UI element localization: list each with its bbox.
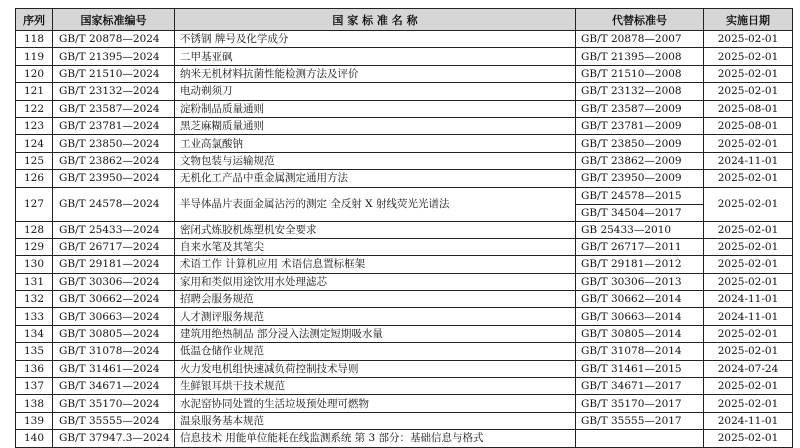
- replaced-standard-number: GB/T 31078—2014: [581, 345, 682, 358]
- replaced-standard-number: GB/T 35170—2017: [581, 397, 682, 410]
- row-seq: 123: [16, 117, 53, 134]
- table-row: [16, 31, 793, 48]
- row-replaced-standard: [576, 360, 704, 377]
- replaced-standard-number: GB/T 20878—2007: [581, 33, 682, 46]
- row-standard-name: 无机化工产品中重金属测定通用方法: [175, 170, 576, 187]
- table-row: [16, 412, 793, 429]
- table-row: [16, 83, 793, 100]
- row-standard-number: GB/T 29181—2024: [53, 256, 175, 273]
- table-row: [16, 152, 793, 169]
- row-implementation-date: 2024-11-01: [704, 308, 793, 325]
- row-standard-number: GB/T 23850—2024: [53, 135, 175, 152]
- table-row: [16, 308, 793, 325]
- header-replaced-standard: 代替标准号: [576, 9, 704, 31]
- row-implementation-date: 2025-02-01: [704, 83, 793, 100]
- replaced-standard-number: GB/T 23950—2009: [581, 172, 682, 185]
- row-seq: 137: [16, 378, 53, 395]
- replaced-standard-number: GB/T 21510—2008: [581, 67, 682, 80]
- row-replaced-standard: [576, 83, 704, 100]
- row-replaced-standard: [576, 325, 704, 342]
- replaced-standard-number: GB/T 34504—2017: [581, 206, 682, 219]
- row-standard-number: GB/T 34671—2024: [53, 378, 175, 395]
- row-seq: 131: [16, 273, 53, 290]
- table-row: [16, 48, 793, 65]
- row-seq: 130: [16, 256, 53, 273]
- row-standard-name: 工业高氯酸钠: [175, 135, 576, 152]
- row-seq: 128: [16, 221, 53, 238]
- row-standard-number: GB/T 35170—2024: [53, 395, 175, 412]
- row-seq: 136: [16, 360, 53, 377]
- row-implementation-date: 2024-11-01: [704, 152, 793, 169]
- row-standard-name: 低温仓储作业规范: [175, 343, 576, 360]
- row-standard-number: GB/T 30663—2024: [53, 308, 175, 325]
- row-implementation-date: 2024-11-01: [704, 412, 793, 429]
- row-seq: 125: [16, 152, 53, 169]
- row-standard-number: GB/T 21510—2024: [53, 65, 175, 82]
- row-implementation-date: 2025-02-01: [704, 135, 793, 152]
- row-standard-name: 人才测评服务规范: [175, 308, 576, 325]
- row-seq: 132: [16, 291, 53, 308]
- row-implementation-date: 2025-02-01: [704, 395, 793, 412]
- row-replaced-standard: [576, 430, 704, 447]
- row-implementation-date: 2025-02-01: [704, 170, 793, 187]
- row-seq: 118: [16, 31, 53, 48]
- row-replaced-standard: [576, 187, 704, 221]
- row-implementation-date: 2025-02-01: [704, 430, 793, 447]
- replaced-standard-number: GB/T 23862—2009: [581, 154, 682, 167]
- row-seq: 121: [16, 83, 53, 100]
- row-implementation-date: 2025-08-01: [704, 117, 793, 134]
- replaced-standard-number: GB 25433—2010: [581, 223, 672, 236]
- row-standard-name: 淀粉制品质量通则: [175, 100, 576, 117]
- standards-table-container: [15, 8, 792, 445]
- row-standard-name: 纳米无机材料抗菌性能检测方法及评价: [175, 65, 576, 82]
- row-implementation-date: 2025-02-01: [704, 65, 793, 82]
- row-standard-number: GB/T 23132—2024: [53, 83, 175, 100]
- row-seq: 129: [16, 238, 53, 255]
- row-implementation-date: 2025-02-01: [704, 31, 793, 48]
- row-standard-name: 建筑用绝热制品 部分浸入法测定短期吸水量: [175, 325, 576, 342]
- table-row: [16, 65, 793, 82]
- header-standard-name: 国 家 标 准 名 称: [175, 9, 576, 31]
- row-standard-name: 二甲基亚砜: [175, 48, 576, 65]
- replaced-standard-number: GB/T 23132—2008: [581, 85, 682, 98]
- table-row: [16, 238, 793, 255]
- row-implementation-date: 2025-08-01: [704, 100, 793, 117]
- row-implementation-date: 2025-02-01: [704, 221, 793, 238]
- table-row: [16, 378, 793, 395]
- replaced-standard-number: GB/T 30306—2013: [581, 275, 682, 288]
- row-seq: 120: [16, 65, 53, 82]
- table-row: [16, 291, 793, 308]
- replaced-standard-number: GB/T 31461—2015: [581, 362, 682, 375]
- row-standard-number: GB/T 23950—2024: [53, 170, 175, 187]
- row-standard-name: 文物包装与运输规范: [175, 152, 576, 169]
- replaced-standard-number: GB/T 30662—2014: [581, 293, 682, 306]
- table-row: [16, 430, 793, 447]
- table-row: [16, 395, 793, 412]
- row-replaced-standard: [576, 256, 704, 273]
- row-seq: 134: [16, 325, 53, 342]
- row-standard-name: 招聘会服务规范: [175, 291, 576, 308]
- table-row: [16, 187, 793, 221]
- replaced-standard-number: GB/T 26717—2011: [581, 241, 682, 254]
- row-standard-number: GB/T 23862—2024: [53, 152, 175, 169]
- table-row: [16, 117, 793, 134]
- row-implementation-date: 2024-07-24: [704, 360, 793, 377]
- row-standard-number: GB/T 31078—2024: [53, 343, 175, 360]
- row-seq: 126: [16, 170, 53, 187]
- replaced-standard-number: GB/T 23587—2009: [581, 102, 682, 115]
- row-replaced-standard: [576, 412, 704, 429]
- row-standard-name: 密闭式炼胶机炼塑机安全要求: [175, 221, 576, 238]
- row-standard-name: 不锈钢 牌号及化学成分: [175, 31, 576, 48]
- table-row: [16, 135, 793, 152]
- row-seq: 138: [16, 395, 53, 412]
- table-header-row: [16, 9, 793, 31]
- row-implementation-date: 2025-02-01: [704, 325, 793, 342]
- row-standard-number: GB/T 30662—2024: [53, 291, 175, 308]
- row-replaced-standard: [576, 343, 704, 360]
- header-standard-number: 国家标准编号: [53, 9, 175, 31]
- row-standard-number: GB/T 26717—2024: [53, 238, 175, 255]
- row-seq: 139: [16, 412, 53, 429]
- row-standard-number: GB/T 23781—2024: [53, 117, 175, 134]
- row-replaced-standard: [576, 135, 704, 152]
- row-standard-name: 温泉服务基本规范: [175, 412, 576, 429]
- table-row: [16, 273, 793, 290]
- table-row: [16, 325, 793, 342]
- table-body: [16, 31, 793, 448]
- row-implementation-date: 2025-02-01: [704, 48, 793, 65]
- replaced-standard-number: GB/T 29181—2012: [581, 258, 682, 271]
- table-row: [16, 360, 793, 377]
- row-replaced-standard: [576, 170, 704, 187]
- row-replaced-standard: [576, 395, 704, 412]
- header-seq: 序列: [16, 9, 53, 31]
- row-seq: 140: [16, 430, 53, 447]
- table-row: [16, 100, 793, 117]
- row-seq: 135: [16, 343, 53, 360]
- row-implementation-date: 2024-11-01: [704, 291, 793, 308]
- replaced-standard-number: GB/T 30805—2014: [581, 328, 682, 341]
- row-standard-name: 自来水笔及其笔尖: [175, 238, 576, 255]
- row-implementation-date: 2025-02-01: [704, 378, 793, 395]
- row-seq: 127: [16, 187, 53, 221]
- row-implementation-date: 2025-02-01: [704, 273, 793, 290]
- row-replaced-standard: [576, 221, 704, 238]
- row-replaced-standard: [576, 48, 704, 65]
- row-replaced-standard: [576, 65, 704, 82]
- row-standard-number: GB/T 31461—2024: [53, 360, 175, 377]
- row-seq: 124: [16, 135, 53, 152]
- row-standard-number: GB/T 25433—2024: [53, 221, 175, 238]
- row-replaced-standard: [576, 291, 704, 308]
- row-seq: 133: [16, 308, 53, 325]
- row-replaced-standard: [576, 100, 704, 117]
- row-standard-name: 水泥窑协同处置的生活垃圾预处理可燃物: [175, 395, 576, 412]
- row-implementation-date: 2025-02-01: [704, 187, 793, 221]
- row-standard-name: 信息技术 用能单位能耗在线监测系统 第 3 部分：基础信息与格式: [175, 430, 576, 447]
- replaced-standard-number: GB/T 35555—2017: [581, 415, 682, 427]
- row-standard-number: GB/T 30306—2024: [53, 273, 175, 290]
- row-implementation-date: 2025-02-01: [704, 343, 793, 360]
- row-implementation-date: 2025-02-01: [704, 238, 793, 255]
- row-seq: 122: [16, 100, 53, 117]
- replaced-standard-number: GB/T 34671—2017: [581, 380, 682, 393]
- row-standard-number: GB/T 24578—2024: [53, 187, 175, 221]
- row-replaced-standard: [576, 31, 704, 48]
- row-standard-name: 电动剃须刀: [175, 83, 576, 100]
- row-standard-name: 半导体晶片表面金属沾污的测定 全反射 X 射线荧光光谱法: [175, 187, 576, 221]
- header-implementation-date: 实施日期: [704, 9, 793, 31]
- standards-table: [15, 8, 793, 448]
- table-row: [16, 170, 793, 187]
- row-replaced-standard: [576, 238, 704, 255]
- row-implementation-date: 2025-02-01: [704, 256, 793, 273]
- replaced-standard-number: GB/T 21395—2008: [581, 50, 682, 63]
- row-replaced-standard: [576, 273, 704, 290]
- row-standard-number: GB/T 35555—2024: [53, 412, 175, 429]
- row-standard-number: GB/T 23587—2024: [53, 100, 175, 117]
- row-standard-number: GB/T 30805—2024: [53, 325, 175, 342]
- table-row: [16, 343, 793, 360]
- table-row: [16, 256, 793, 273]
- replaced-standard-number: GB/T 23850—2009: [581, 137, 682, 150]
- row-seq: 119: [16, 48, 53, 65]
- row-replaced-standard: [576, 117, 704, 134]
- replaced-standard-number: GB/T 24578—2015: [576, 188, 704, 205]
- row-standard-number: GB/T 21395—2024: [53, 48, 175, 65]
- row-standard-name: 生鲜银耳烘干技术规范: [175, 378, 576, 395]
- row-standard-name: 术语工作 计算机应用 术语信息置标框架: [175, 256, 576, 273]
- replaced-standard-number: GB/T 23781—2009: [581, 120, 682, 133]
- row-standard-number: GB/T 37947.3—2024: [53, 430, 175, 447]
- row-standard-number: GB/T 20878—2024: [53, 31, 175, 48]
- table-row: [16, 221, 793, 238]
- replaced-standard-number: GB/T 30663—2014: [581, 310, 682, 323]
- row-replaced-standard: [576, 308, 704, 325]
- row-standard-name: 火力发电机组快速减负荷控制技术导则: [175, 360, 576, 377]
- row-standard-name: 黑芝麻糊质量通则: [175, 117, 576, 134]
- row-replaced-standard: [576, 378, 704, 395]
- row-replaced-standard: [576, 152, 704, 169]
- row-standard-name: 家用和类似用途饮用水处理滤芯: [175, 273, 576, 290]
